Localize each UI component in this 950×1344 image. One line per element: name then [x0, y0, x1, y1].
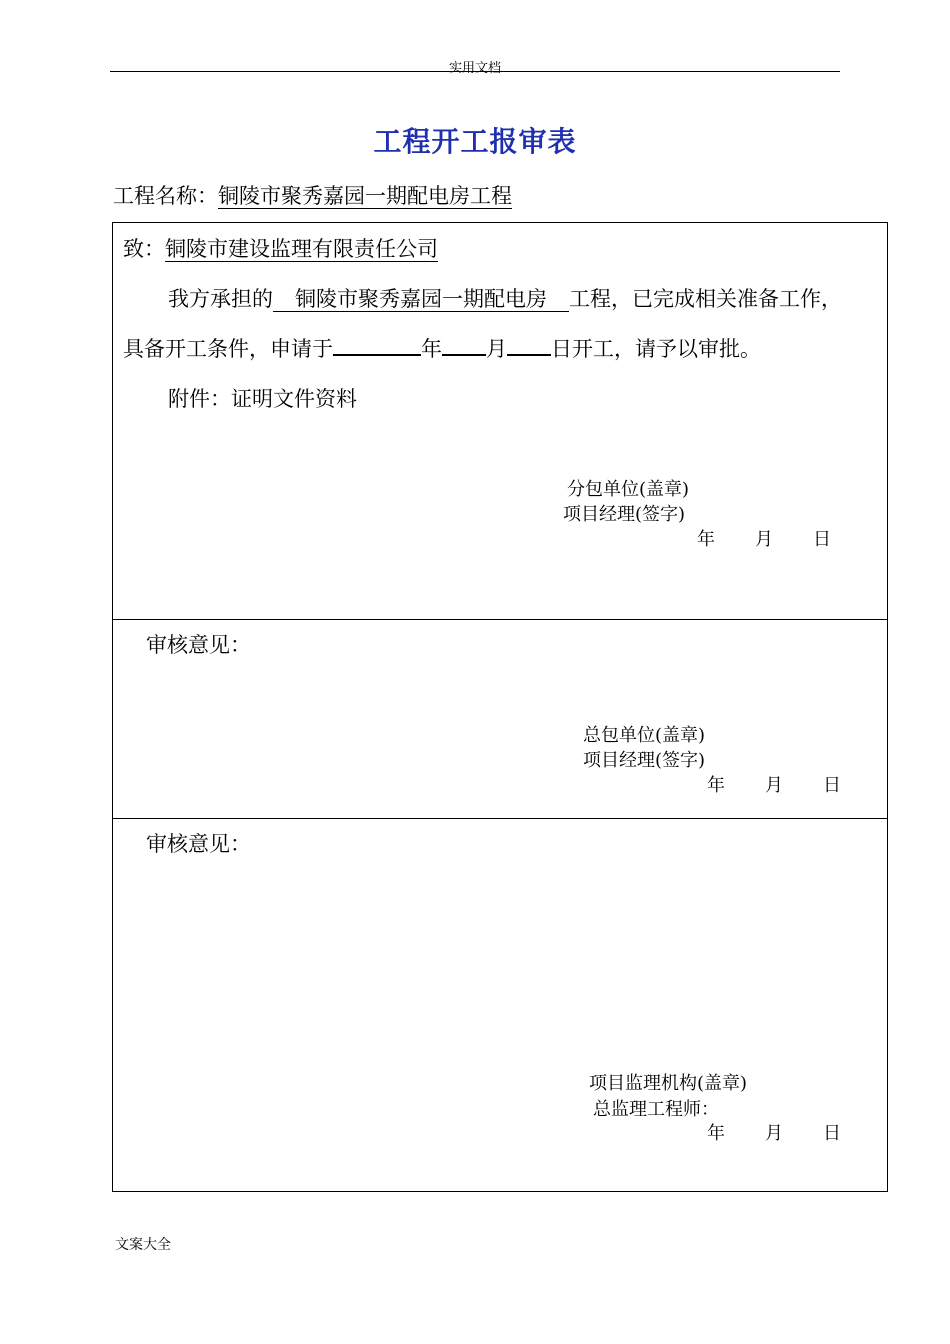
date-day-2: 日 [823, 775, 841, 796]
chief-supervisor-sign: 总监理工程师： [593, 1099, 719, 1120]
day-blank[interactable] [507, 353, 551, 356]
review-opinion-label-2: 审核意见： [146, 832, 251, 856]
year-char: 年 [421, 337, 442, 361]
project-name-line [113, 180, 512, 210]
year-blank[interactable] [333, 353, 421, 356]
date-month-1: 月 [755, 529, 773, 550]
date-day-3: 日 [823, 1123, 841, 1144]
date-month-2: 月 [765, 775, 783, 796]
project-name-label: 工程名称： [113, 184, 218, 208]
date-month-3: 月 [765, 1123, 783, 1144]
header-rule [110, 71, 840, 72]
request-suffix: 工程，已完成相关准备工作， [569, 287, 842, 311]
general-contractor-manager-sign: 项目经理(签字) [583, 750, 706, 771]
supervision-agency-seal: 项目监理机构(盖章) [589, 1073, 748, 1094]
request-line2-prefix: 具备开工条件，申请于 [123, 337, 333, 361]
review-opinion-label-1: 审核意见： [146, 633, 251, 657]
month-blank[interactable] [442, 353, 486, 356]
approval-form-table [112, 222, 888, 1192]
subcontractor-manager-sign: 项目经理(签字) [563, 504, 686, 525]
date-year-2: 年 [707, 775, 725, 796]
addressee-label: 致： [123, 237, 165, 261]
page-footer: 文案大全 [115, 1237, 171, 1253]
date-day-1: 日 [813, 529, 831, 550]
subcontractor-seal: 分包单位(盖章) [567, 479, 690, 500]
month-char: 月 [486, 337, 507, 361]
section-divider-1 [113, 619, 887, 620]
addressee-value: 铜陵市建设监理有限责任公司 [165, 237, 438, 261]
request-line2-suffix: 日开工，请予以审批。 [551, 337, 761, 361]
date-year-1: 年 [697, 529, 715, 550]
request-line-2 [123, 333, 761, 363]
request-project: 铜陵市聚秀嘉园一期配电房 [273, 287, 569, 312]
request-prefix: 我方承担的 [168, 287, 273, 311]
request-line-1 [168, 283, 842, 313]
attachment-line: 附件：证明文件资料 [168, 387, 357, 411]
project-name-value: 铜陵市聚秀嘉园一期配电房工程 [218, 184, 512, 208]
addressee-line [123, 233, 438, 263]
page-header: 实用文档 [448, 61, 501, 76]
date-year-3: 年 [707, 1123, 725, 1144]
general-contractor-seal: 总包单位(盖章) [583, 725, 706, 746]
section-divider-2 [113, 818, 887, 819]
form-title: 工程开工报审表 [373, 125, 577, 158]
